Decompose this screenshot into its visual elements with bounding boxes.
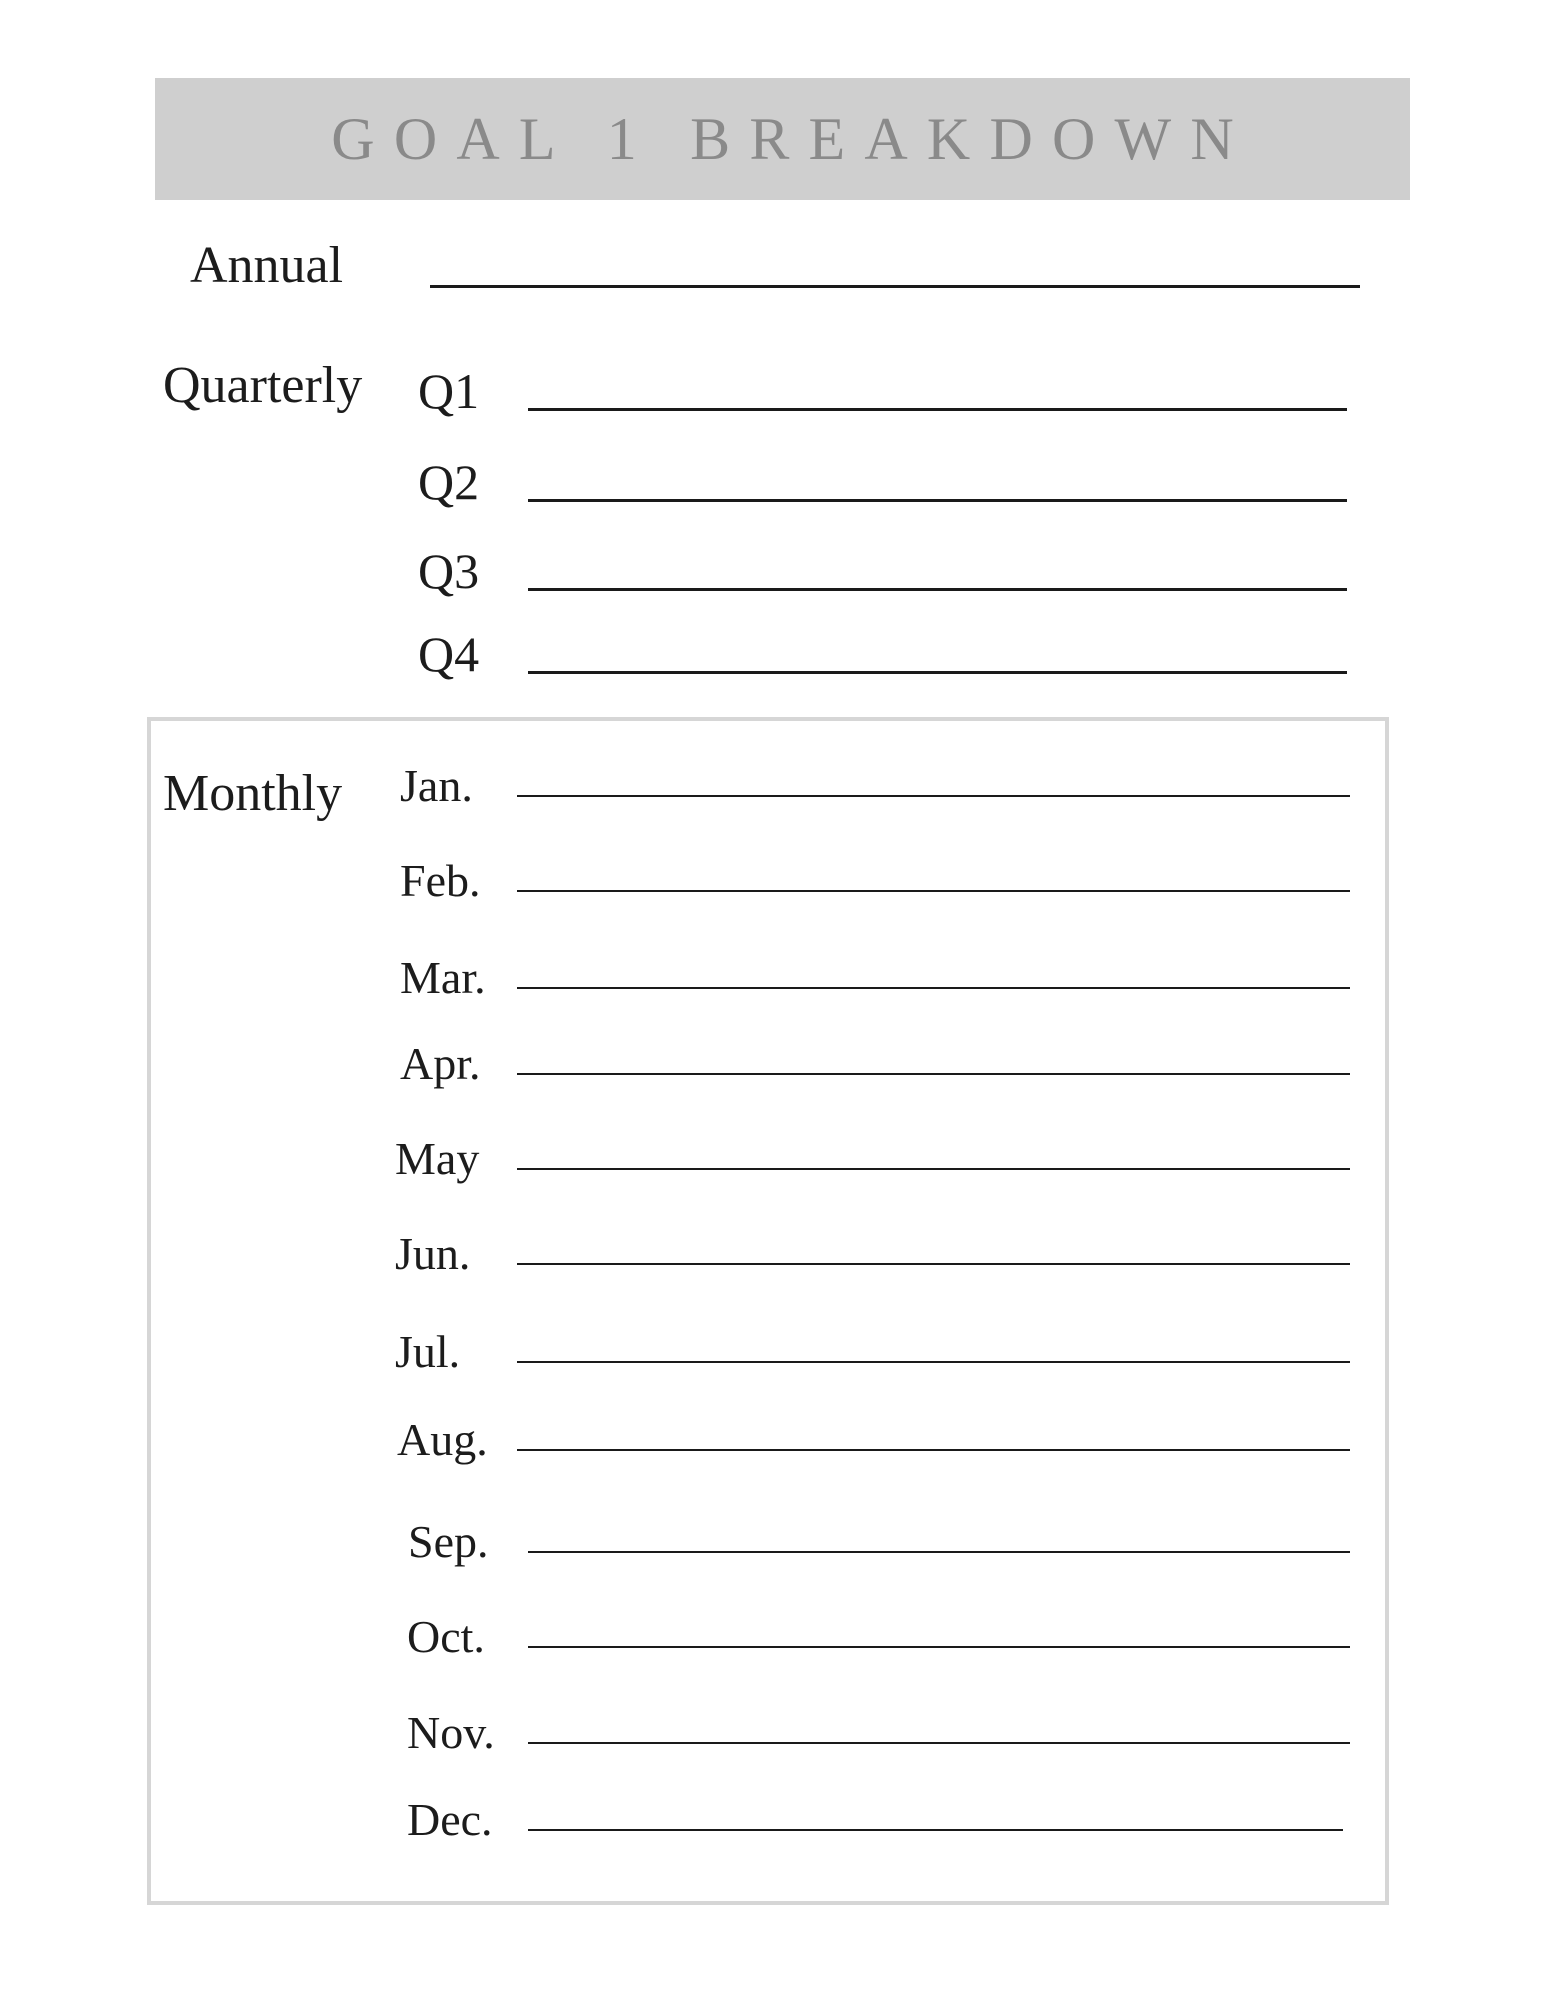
q2-label: Q2 (418, 454, 480, 510)
annual-input-line[interactable] (430, 285, 1360, 288)
jun-label: Jun. (395, 1228, 471, 1279)
q4-input-line[interactable] (528, 671, 1347, 674)
mar-input-line[interactable] (517, 987, 1350, 989)
q1-input-line[interactable] (528, 408, 1347, 411)
q1-label: Q1 (418, 363, 480, 419)
feb-label: Feb. (400, 855, 481, 906)
jun-input-line[interactable] (517, 1263, 1350, 1265)
may-label: May (395, 1133, 480, 1184)
jul-input-line[interactable] (517, 1361, 1350, 1363)
monthly-box (147, 717, 1389, 1905)
sep-input-line[interactable] (528, 1551, 1350, 1553)
q4-label: Q4 (418, 626, 480, 682)
apr-input-line[interactable] (517, 1073, 1350, 1075)
dec-label: Dec. (407, 1794, 493, 1845)
q2-input-line[interactable] (528, 499, 1347, 502)
jan-label: Jan. (400, 760, 473, 811)
jan-input-line[interactable] (517, 795, 1350, 797)
q3-input-line[interactable] (528, 588, 1347, 591)
annual-label: Annual (190, 237, 344, 294)
header-banner (155, 78, 1410, 200)
aug-input-line[interactable] (517, 1449, 1350, 1451)
nov-input-line[interactable] (528, 1742, 1350, 1744)
q3-label: Q3 (418, 543, 480, 599)
may-input-line[interactable] (517, 1168, 1350, 1170)
quarterly-label: Quarterly (163, 357, 363, 414)
jul-label: Jul. (395, 1326, 461, 1377)
sep-label: Sep. (408, 1516, 489, 1567)
dec-input-line[interactable] (528, 1829, 1343, 1831)
oct-input-line[interactable] (528, 1646, 1350, 1648)
oct-label: Oct. (407, 1611, 485, 1662)
aug-label: Aug. (397, 1414, 488, 1465)
feb-input-line[interactable] (517, 890, 1350, 892)
nov-label: Nov. (407, 1707, 495, 1758)
mar-label: Mar. (400, 952, 486, 1003)
apr-label: Apr. (400, 1038, 481, 1089)
page-title: GOAL 1 BREAKDOWN (331, 105, 1253, 172)
monthly-label: Monthly (163, 765, 343, 822)
